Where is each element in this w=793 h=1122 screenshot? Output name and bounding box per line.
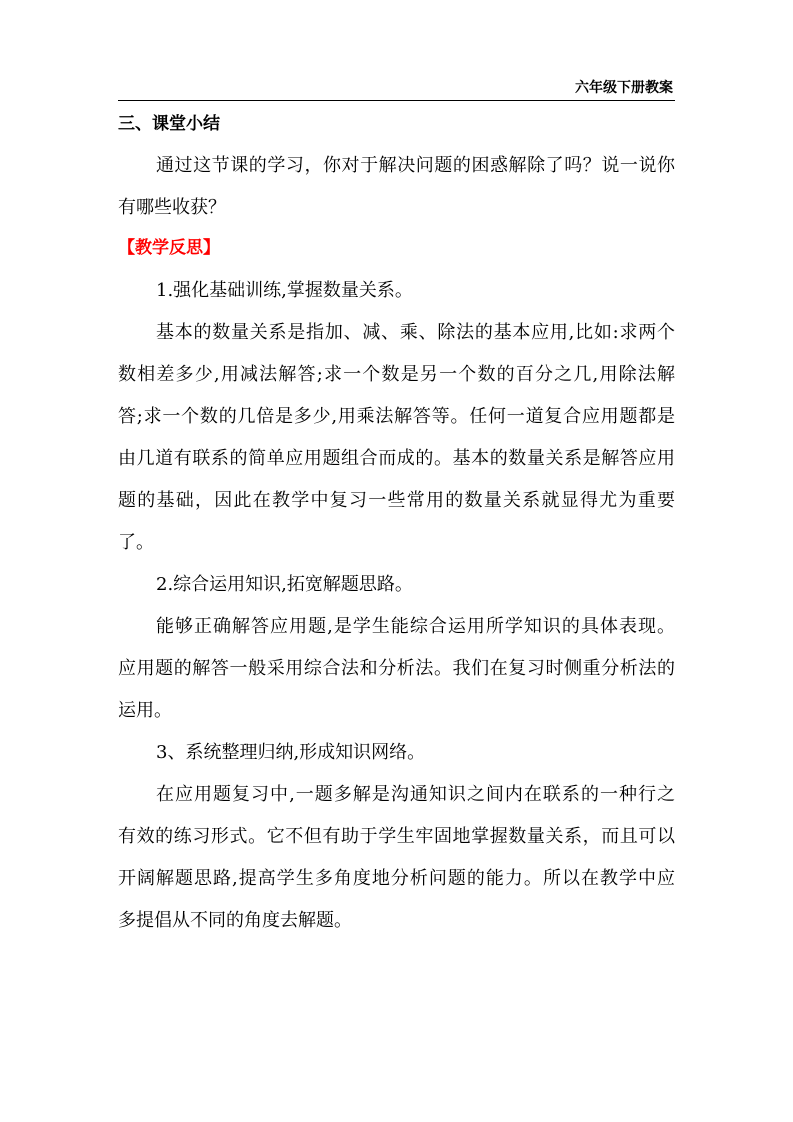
paragraph-line: 运用。: [118, 700, 172, 721]
paragraph-line: 了。: [118, 532, 154, 553]
header-title: 六年级下册教案: [575, 80, 673, 96]
paragraph-line: 有哪些收获？: [118, 197, 226, 218]
paragraph-line: 能够正确解答应用题,是学生能综合运用所学知识的具体表现。: [156, 616, 675, 637]
section-heading: 三、课堂小结: [118, 114, 220, 134]
paragraph-line: 应用题的解答一般采用综合法和分析法。我们在复习时侧重分析法的: [118, 658, 675, 679]
paragraph-line: 开阔解题思路,提高学生多角度地分析问题的能力。所以在教学中应: [118, 868, 675, 889]
reflection-title: 【教学反思】: [118, 238, 220, 258]
paragraph-line: 有效的练习形式。它不但有助于学生牢固地掌握数量关系，而且可以: [118, 826, 675, 847]
point-title: 1.强化基础训练,掌握数量关系。: [156, 280, 413, 301]
page-header: [118, 78, 675, 101]
paragraph-line: 多提倡从不同的角度去解题。: [118, 910, 352, 931]
point-title: 3、系统整理归纳,形成知识网络。: [156, 742, 426, 763]
paragraph-line: 答;求一个数的几倍是多少,用乘法解答等。任何一道复合应用题都是: [118, 406, 675, 427]
paragraph-line: 由几道有联系的简单应用题组合而成的。基本的数量关系是解答应用: [118, 448, 675, 469]
paragraph-line: 题的基础，因此在教学中复习一些常用的数量关系就显得尤为重要: [118, 490, 675, 511]
paragraph-line: 基本的数量关系是指加、减、乘、除法的基本应用,比如:求两个: [156, 322, 675, 343]
paragraph-line: 在应用题复习中,一题多解是沟通知识之间内在联系的一种行之: [156, 784, 675, 805]
paragraph-line: 通过这节课的学习，你对于解决问题的困惑解除了吗？说一说你: [156, 155, 675, 176]
point-title: 2.综合运用知识,拓宽解题思路。: [156, 574, 413, 595]
paragraph-line: 数相差多少,用减法解答;求一个数是另一个数的百分之几,用除法解: [118, 364, 675, 385]
